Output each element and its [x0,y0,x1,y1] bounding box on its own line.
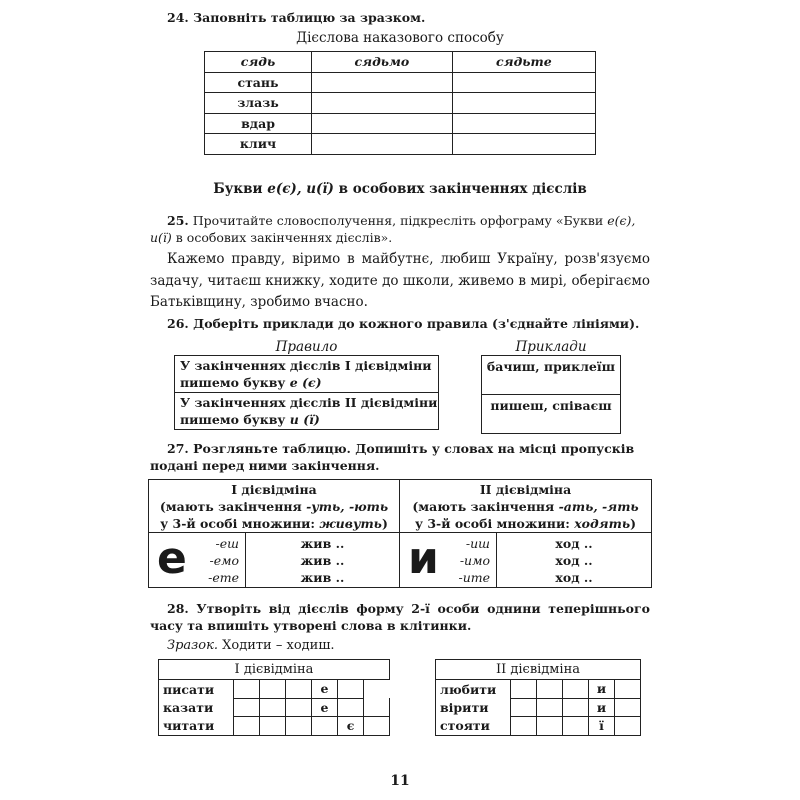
letter-cell: е [312,698,338,717]
letter-cell[interactable] [563,717,589,736]
ex27-word-blank[interactable]: жив .. [300,569,345,585]
letter-cell: є [338,717,364,736]
ex27-endings-cell: и -иш -имо -ите [400,533,497,588]
letter-cell[interactable] [260,680,286,699]
letter-cell[interactable] [511,717,537,736]
table-row [205,72,596,93]
letter-cell[interactable] [537,717,563,736]
letter-cell[interactable] [286,698,312,717]
ex24-table [204,51,596,155]
ex25-instruction: 25. Прочитайте словосполучення, підкресліть орфограму «Букви е(є), и(ї) в особових закінченнях дієслів». [150,213,636,245]
ex28-number: 28. [167,601,189,616]
table-row: казати е [159,698,390,717]
ex24-answer-cell[interactable] [452,72,595,93]
letter-cell[interactable] [537,698,563,717]
table-row [205,134,596,155]
ex27-big-letter: е [157,533,187,584]
ex27-words-cell [246,533,400,588]
ex27-table [148,479,652,588]
letter-cell[interactable] [260,717,286,736]
letter-cell[interactable] [511,698,537,717]
letter-cell[interactable] [537,680,563,699]
ex27-word-blank[interactable]: ход .. [555,569,593,585]
letter-cell[interactable] [511,680,537,699]
ex24-number: 24. [167,10,189,25]
table-row: вірити и [436,698,641,717]
ex27-word-blank[interactable]: жив .. [300,535,345,551]
ex24-header-cell: сядьте [452,52,595,73]
table-row [205,113,596,134]
ex24-answer-cell[interactable] [452,134,595,155]
ex25-text: Кажемо правду, віримо в майбутнє, любиш Україну, розв'язуємо задачу, читаєш книжку, ходите до школи, живемо в мирі, оберігаємо Батьківщину, зробимо вчасно. [150,251,650,310]
ex24-answer-cell[interactable] [452,93,595,114]
letter-cell[interactable] [563,698,589,717]
letter-cell: е [312,680,338,699]
letter-cell[interactable] [615,717,641,736]
ex26-number: 26. [167,316,189,331]
ex27-word-blank[interactable]: жив .. [300,552,345,568]
ex24-answer-cell[interactable] [312,93,453,114]
ex24-answer-cell[interactable] [312,113,453,134]
letter-cell[interactable] [234,698,260,717]
ex26-example-row[interactable]: пишеш, співаєш [482,395,621,434]
letter-cell: ї [589,717,615,736]
ex24-instruction: 24. Заповніть таблицю за зразком. [167,10,426,25]
ex25-number: 25. [167,213,189,228]
ex26-example-row[interactable]: бачиш, приклеїш [482,356,621,395]
ex28-instruction: 28. Утворіть від дієслів форму 2-ї особи однини теперішнього часу та впишіть утворені слова в клітинки. [150,601,650,633]
ex27-big-letter: и [408,533,439,584]
ex26-rules-header: Правило [275,339,338,355]
table-row: стояти ї [436,717,641,736]
letter-cell[interactable] [234,680,260,699]
ex24-verb-cell: стань [205,72,312,93]
ex27-instruction: 27. Розгляньте таблицю. Допишіть у словах на місці пропусків подані перед ними закінчення. [150,441,635,473]
ex27-group-header: І дієвідміна (мають закінчення -уть, -ють у 3-й особі множини: живуть) [149,480,400,533]
letter-cell[interactable] [364,717,390,736]
ex24-header-cell: сядь [205,52,312,73]
ex26-rule-row[interactable]: У закінченнях дієслів ІІ дієвідміни пишемо букву и (ї) [175,393,439,430]
ex24-verb-cell: злазь [205,93,312,114]
ex28-table-second-conjugation: ІІ дієвідміна любити и вірити и стояти ї [435,659,641,736]
ex26-rule-row[interactable]: У закінченнях дієслів І дієвідміни пишемо букву е (є) [175,356,439,393]
table-row: любити и [436,680,641,699]
letter-cell: и [589,680,615,699]
page-number: 11 [390,773,410,789]
ex26-examples-table [481,355,621,434]
table-row [205,93,596,114]
table-row: читати є [159,717,390,736]
ex26-rules-table [174,355,439,430]
ex24-header-cell: сядьмо [312,52,453,73]
ex24-table-title: Дієслова наказового способу [296,30,504,46]
section-title: Букви е(є), и(ї) в особових закінченнях дієслів [213,181,587,197]
ex27-number: 27. [167,441,189,456]
letter-cell[interactable] [338,698,364,717]
ex26-examples-header: Приклади [515,339,587,355]
letter-cell[interactable] [312,717,338,736]
letter-cell[interactable] [563,680,589,699]
ex24-answer-cell[interactable] [312,72,453,93]
ex27-group-header: ІІ дієвідміна (мають закінчення -ать, -ять у 3-й особі множини: ходять) [400,480,652,533]
ex27-word-blank[interactable]: ход .. [555,552,593,568]
letter-cell[interactable] [286,717,312,736]
ex27-words-cell [497,533,652,588]
ex26-instruction: 26. Доберіть приклади до кожного правила (з'єднайте лініями). [167,316,640,331]
ex24-verb-cell: вдар [205,113,312,134]
letter-cell[interactable] [338,680,364,699]
ex27-word-blank[interactable]: ход .. [555,535,593,551]
letter-cell: и [589,698,615,717]
letter-cell[interactable] [260,698,286,717]
letter-cell[interactable] [234,717,260,736]
letter-cell[interactable] [615,698,641,717]
letter-cell[interactable] [615,680,641,699]
ex24-verb-cell: клич [205,134,312,155]
letter-cell[interactable] [286,680,312,699]
ex27-endings-cell: е -еш -емо -ете [149,533,246,588]
table-row: писати е [159,680,390,699]
ex24-answer-cell[interactable] [312,134,453,155]
ex28-table-first-conjugation: І дієвідміна писати е казати е читати є [158,659,390,736]
ex28-sample: Зразок. Ходити – ходиш. [167,638,335,653]
ex24-answer-cell[interactable] [452,113,595,134]
